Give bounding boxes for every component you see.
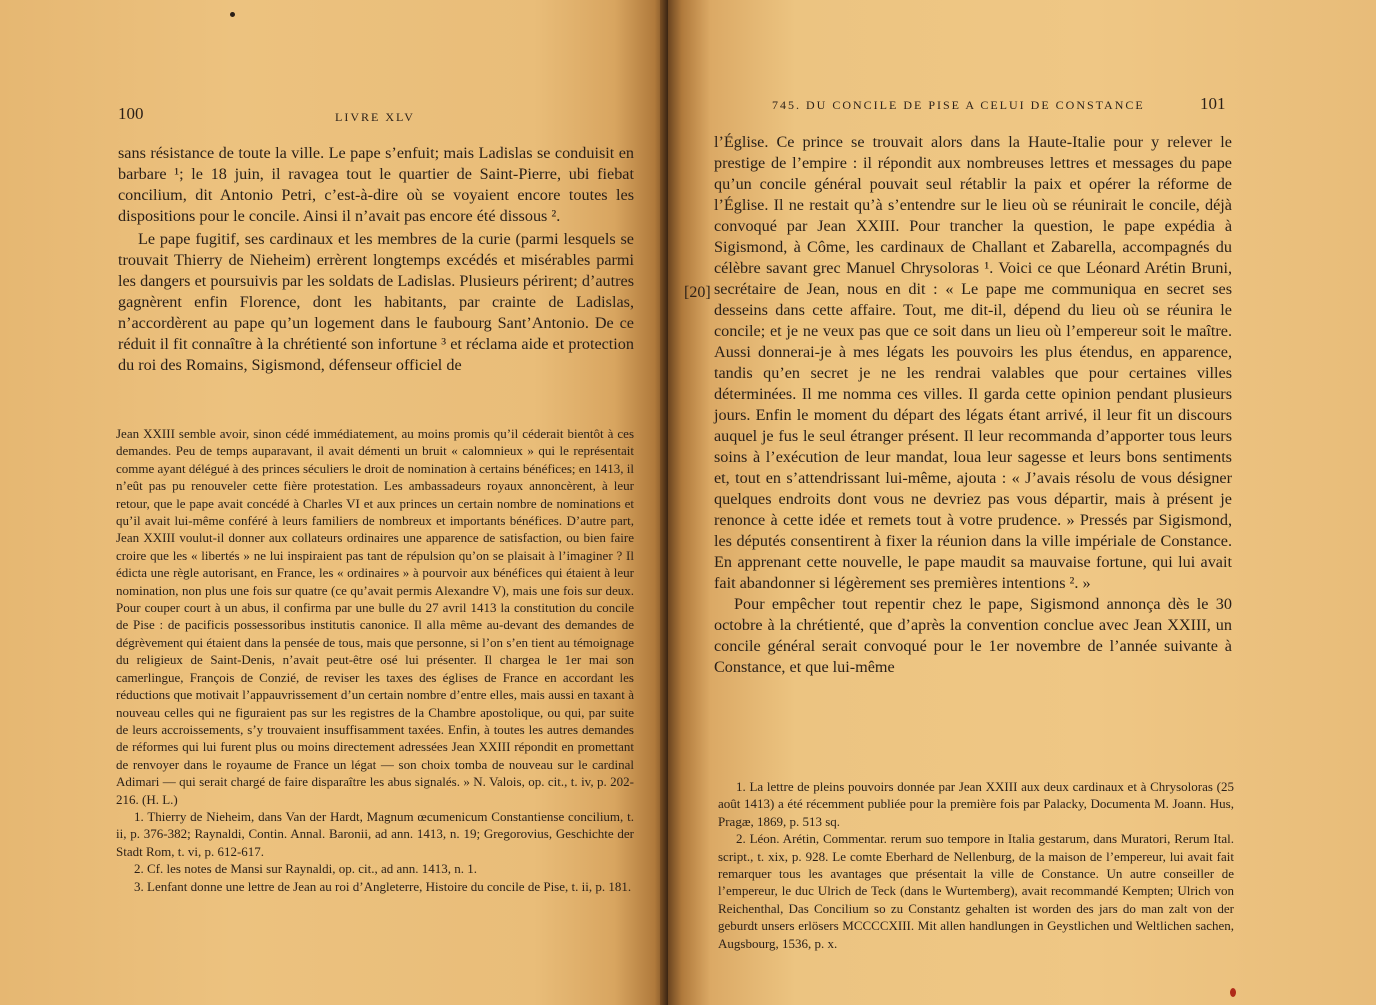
main-text <box>714 132 1232 678</box>
running-head: LIVRE XLV <box>335 110 415 124</box>
footnote: 2. Cf. les notes de Mansi sur Raynaldi, op. cit., ad ann. 1413, n. 1. <box>134 861 478 877</box>
paragraph: Pour empêcher tout repentir chez le pape, Sigismond annonça dès le 30 octobre à la chrétienté, que d’après la convention conclue avec Jean XXIII, un concile général serait convoqué pour le 1er novembre de l’année suivante à Constance, et que lui-même <box>714 595 1232 676</box>
footnote: 1. Thierry de Nieheim, dans Van der Hardt, Magnum œcumenicum Constantiense concilium, t. ii, p. 376-382; Raynaldi, Contin. Annal. Baronii, ad ann. 1413, n. 19; Gregorovius, Geschichte der Stadt Rom, t. vi, p. 612-617. <box>116 808 634 859</box>
page-number: 100 <box>118 104 144 123</box>
ink-speck <box>230 12 235 17</box>
paragraph: Le pape fugitif, ses cardinaux et les membres de la curie (parmi lesquels se trouvait Thierry de Nieheim) errèrent longtemps excédés et misérables parmi les dangers et poursuivis par les soldats de Ladislas. Plusieurs périrent; d’autres gagnèrent enfin Florence, dont les habitants, par crainte de Ladislas, n’accordèrent au pape qu’un logement dans le faubourg Sant’Antonio. De ce réduit il fit connaître à la chrétienté son infortune ³ et réclama aide et protection du roi des Romains, Sigismond, défenseur officiel de <box>118 230 634 374</box>
footnote: 3. Lenfant donne une lettre de Jean au roi d’Angleterre, Histoire du concile de Pise, t. ii, p. 181. <box>134 878 632 894</box>
right-page <box>668 0 1376 1005</box>
footnotes <box>718 778 1234 952</box>
margin-reference: [20] <box>684 284 711 301</box>
ink-speck <box>1230 988 1236 997</box>
main-text <box>118 143 634 376</box>
footnote-continuation: Jean XXIII semble avoir, sinon cédé immédiatement, au moins promis qu’il céderait bientôt à ces demandes. Peu de temps auparavant, il avait démenti un bruit « calomnieux » qui le représentait comme ayant délégué à des princes séculiers le droit de nomination à certains bénéfices; en 1413, il n’eût pas pu renouveler cette fière protestation. Les ambassadeurs royaux annoncèrent, à leur retour, que le pape avait concédé à Charles VI et aux princes un certain nombre de nominations et qu’il avait lui-même conféré à leurs familiers de nombreux et importants bénéfices. D’autre part, Jean XXIII voulut-il donner aux collateurs ordinaires une apparence de satisfaction, ou bien faire croire que les « libertés » ne lui inspiraient pas tant de répulsion qu’on se plaisait à l’imaginer ? Il édicta une règle autorisant, en France, les « ordinaires » à pourvoir aux bénéfices qui étaient à leur nomination, non plus une fois sur quatre (ce qu’avait permis Alexandre V), mais une fois sur deux. Pour couper court à un abus, il confirma par une bulle du 27 avril 1413 la constitution du concile de Pise : de pacificis possessoribus institutis canonice. Il alla même au-devant des demandes de dégrèvement qui étaient dans la pensée de tous, mais que personne, si l’on s’en tient au témoignage du religieux de Saint-Denis, n’avait peut-être osé lui présenter. Il chargea le 1er mai son camerlingue, François de Conzié, de reviser les taxes des églises de France en accordant les réductions que motivait l’appauvrissement d’un certain nombre d’entre elles, mais aussi en taxant à nouveau celles qui ne figuraient pas sur les registres de la Chambre apostolique, ou qui, par suite de leurs accroissements, s’y trouvaient insuffisamment taxées. Enfin, à toutes les autres demandes de réformes qui lui furent plus ou moins directement adressées Jean XXIII répondit en promettant de renvoyer dans le royaume de France un légat — son choix tomba de nouveau sur le cardinal Adimari — qui serait chargé de faire disparaître les abus signalés. » N. Valois, op. cit., t. iv, p. 202-216. (H. L.) <box>116 426 635 807</box>
left-page <box>0 0 668 1005</box>
footnote: 2. Léon. Arétin, Commentar. rerum suo tempore in Italia gestarum, dans Muratori, Rerum Ital. script., t. xix, p. 928. Le comte Eberhard de Nellenburg, de la maison de l’empereur, lui avait fait remarquer tous les avantages que présentait la ville de Constance. Un autre conseiller de l’empereur, le duc Ulrich de Teck (dans le Wurtemberg), avait recommandé Kempten; Ulrich von Reichenthal, Das Concilium so zu Constantz gehalten ist worden des jars do man zalt von der geburdt unsers erlösers MCCCCXIII. Mit allen handlungen in Geystlichen und Weltlichen sachen, Augsbourg, 1536, p. x. <box>718 831 1234 951</box>
page-number: 101 <box>1200 94 1226 113</box>
footnote: 1. La lettre de pleins pouvoirs donnée par Jean XXIII aux deux cardinaux et à Chrysoloras (25 août 1413) a été récemment publiée pour la première fois par Palacky, Documenta M. Joann. Hus, Pragæ, 1869, p. 513 sq. <box>718 779 1234 829</box>
paragraph: sans résistance de toute la ville. Le pape s’enfuit; mais Ladislas se conduisit en barbare ¹; le 18 juin, il ravagea tout le quartier de Saint-Pierre, ubi fiebat concilium, dit Antonio Petri, c’est-à-dire où se voyaient encore toutes les dispositions pour le concile. Ainsi il n’avait pas encore été dissous ². <box>118 144 634 225</box>
paragraph: l’Église. Ce prince se trouvait alors dans la Haute-Italie pour y relever le prestige de l’empire : il répondit aux nombreuses lettres et messages du pape qu’un concile général pouvait seul rétablir la paix et opérer la réforme de l’Église. Il ne restait qu’à s’entendre sur le lieu où se réunirait le concile, déjà convoqué par Jean XXIII. Pour trancher la question, le pape expédia à Sigismond, à Côme, les cardinaux de Challant et Zabarella, accompagnés du célèbre savant grec Manuel Chrysoloras ¹. Voici ce que Léonard Arétin Bruni, secrétaire de Jean, nous en dit : « Le pape me communiqua en secret ses desseins dans cette affaire. Tout, me dit-il, dépend du lieu où se réunira le concile; et je ne veux pas que ce soit dans un lieu où l’empereur soit le maître. Aussi donnerai-je à mes légats les pouvoirs les plus étendus, en apparence, tandis qu’en secret je ne les rendrai valables que pour certaines villes déterminées. Il me nomma ces villes. Il garda cette opinion pendant plusieurs jours. Enfin le moment du départ des légats étant arrivé, il leur fit un discours auquel je fus le seul étranger présent. Il leur recommanda d’apporter tous leurs soins à l’exécution de leur mandat, loua leur sagesse et leurs bons sentiments et, tout en s’attendrissant lui-même, ajouta : « J’avais résolu de vous désigner quelques endroits dont vous ne devriez pas vous départir, mais à présent je renonce à cette idée et remets tout à votre prudence. » Pressés par Sigismond, les députés consentirent à fixer la réunion dans la ville impériale de Constance. En apprenant cette nouvelle, le pape maudit sa mauvaise fortune, qui lui avait fait abandonner si légèrement ses premières intentions ². » <box>714 133 1232 592</box>
footnotes <box>116 425 634 895</box>
running-head: 745. DU CONCILE DE PISE A CELUI DE CONSTANCE <box>772 98 1145 112</box>
